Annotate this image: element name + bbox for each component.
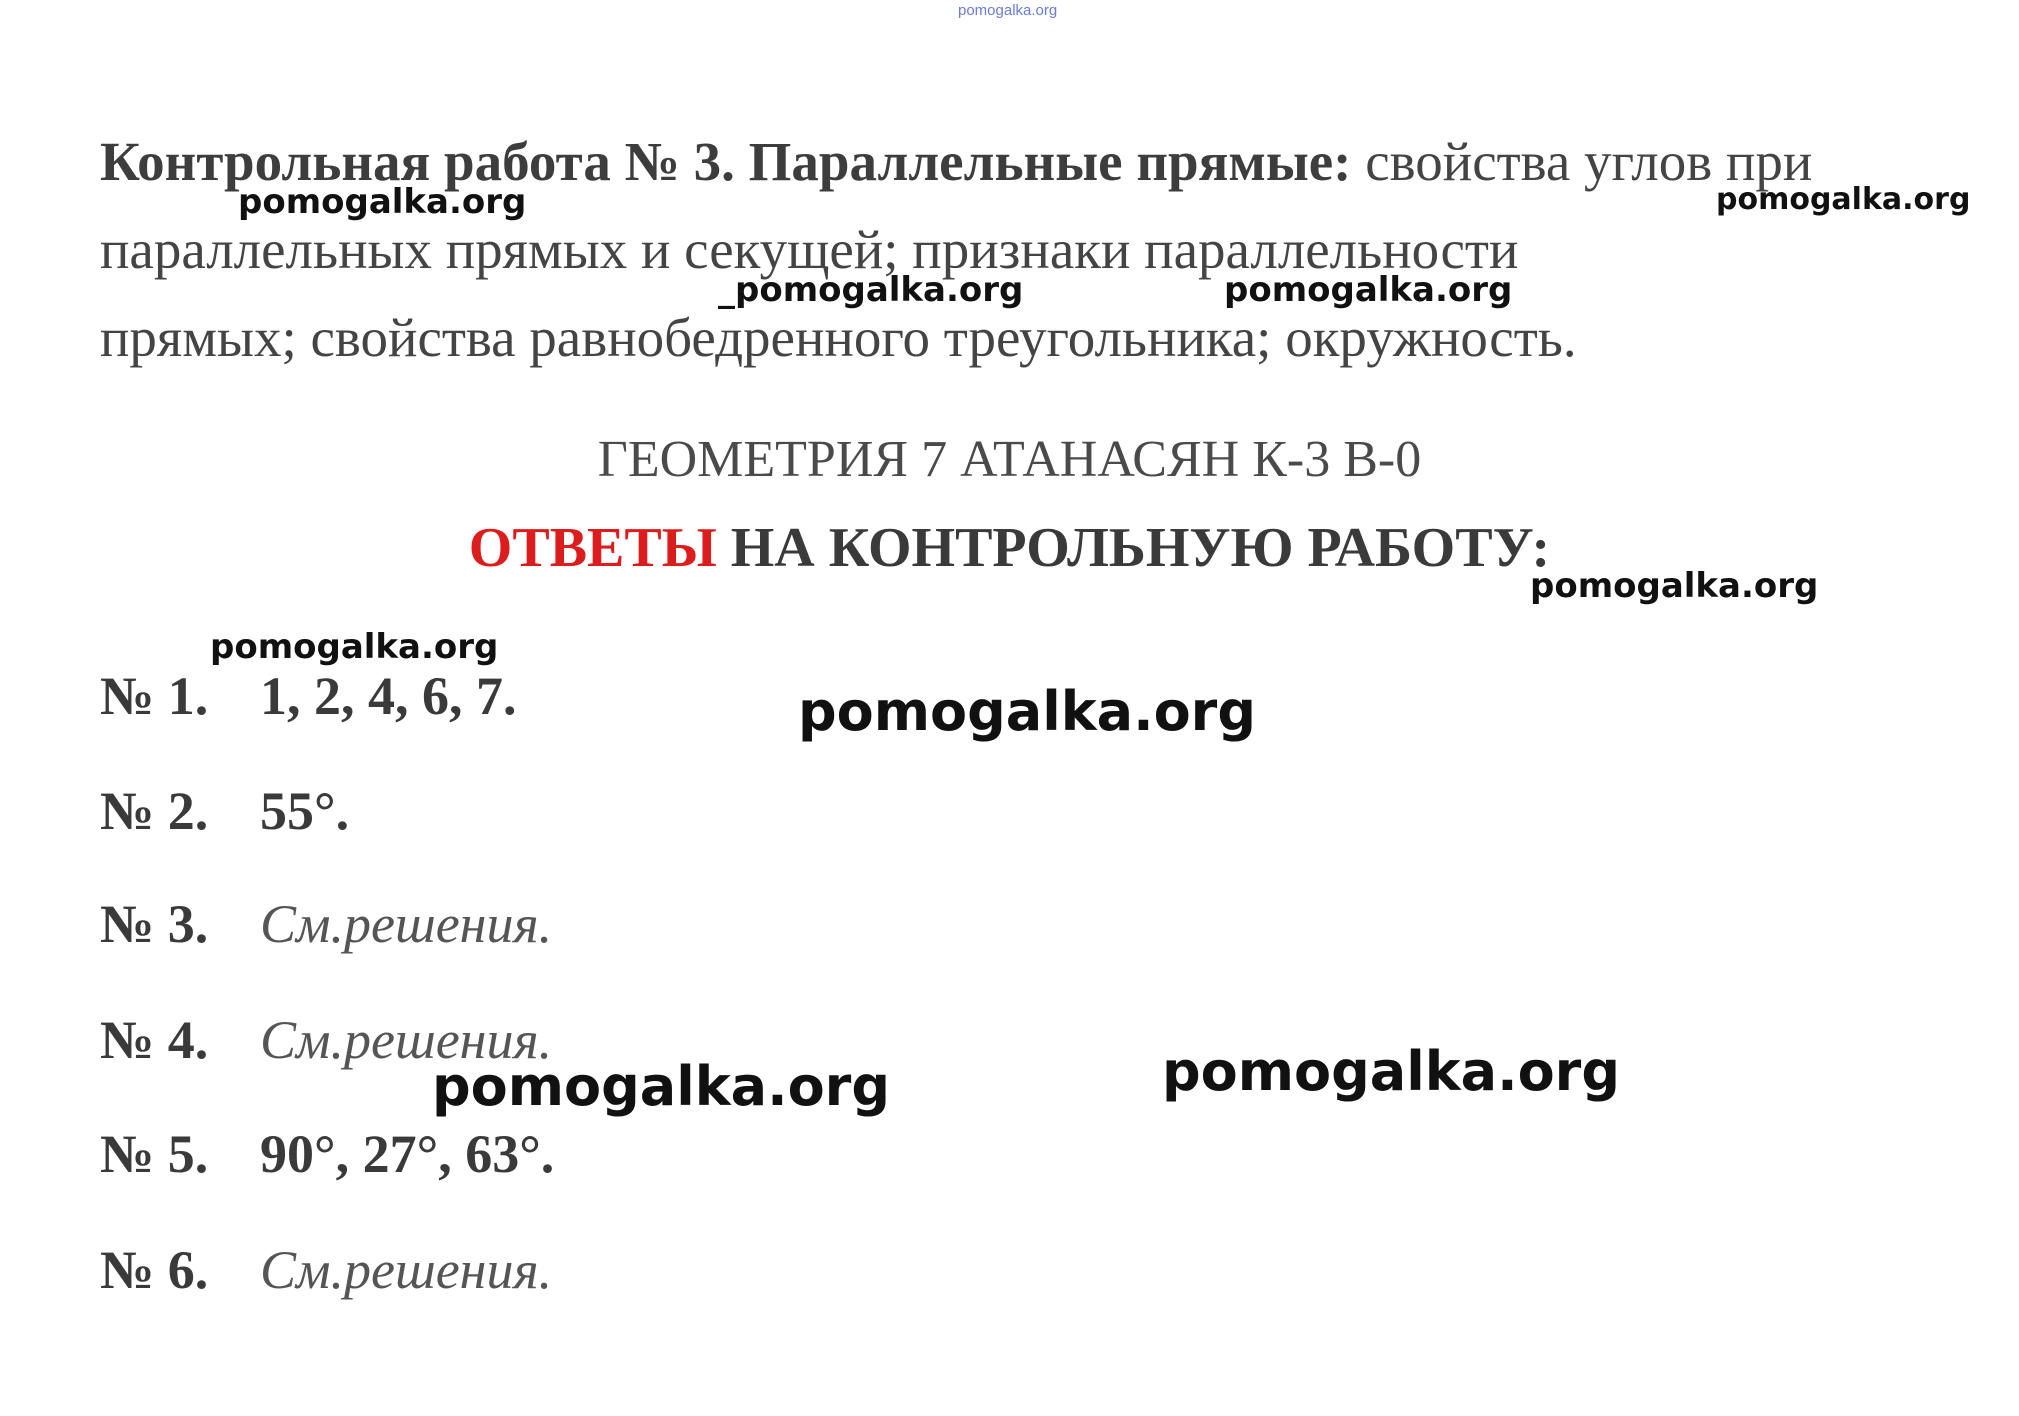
answer-number: № 4. [100, 1010, 209, 1070]
answer-value: 55°. [260, 781, 350, 841]
answers-heading-red: ОТВЕТЫ [468, 517, 717, 579]
intro-line-2: параллельных прямых и секущей; признаки параллельности [100, 219, 1519, 280]
answer-number: № 5. [100, 1124, 209, 1184]
watermark: pomogalka.org [432, 1055, 890, 1118]
watermark: _pomogalka.org [718, 270, 1024, 310]
watermark: pomogalka.org [798, 680, 1256, 743]
answer-value: 90°, 27°, 63°. [260, 1124, 555, 1184]
answer-number: № 2. [100, 781, 209, 841]
intro-paragraph [100, 118, 2000, 382]
answer-number: № 3. [100, 894, 209, 954]
answers-heading-rest: НА КОНТРОЛЬНУЮ РАБОТУ: [716, 517, 1551, 579]
watermark: pomogalka.org [1716, 182, 1971, 217]
answer-value: 1, 2, 4, 6, 7. [260, 666, 517, 726]
watermark: pomogalka.org [1162, 1040, 1620, 1103]
answer-number: № 6. [100, 1240, 209, 1300]
watermark: pomogalka.org [1530, 566, 1819, 606]
answer-value: См.решения. [260, 894, 553, 954]
page-title: ГЕОМЕТРИЯ 7 АТАНАСЯН К-3 В-0 [597, 431, 1422, 488]
answer-number: № 1. [100, 666, 209, 726]
intro-line1-rest: свойства углов при [1351, 131, 1813, 192]
answer-value: См.решения. [260, 1240, 553, 1300]
answer-value: См.решения. [260, 1010, 553, 1070]
watermark: pomogalka.org [1224, 270, 1513, 310]
watermark: pomogalka.org [238, 182, 527, 222]
intro-line-3: прямых; свойства равнобедренного треугольника; окружность. [100, 307, 1577, 368]
intro-bold-title: Контрольная работа № 3. Параллельные прямые: [100, 131, 1352, 192]
watermark: pomogalka.org [210, 627, 499, 667]
header-watermark: pomogalka.org [958, 2, 1058, 19]
